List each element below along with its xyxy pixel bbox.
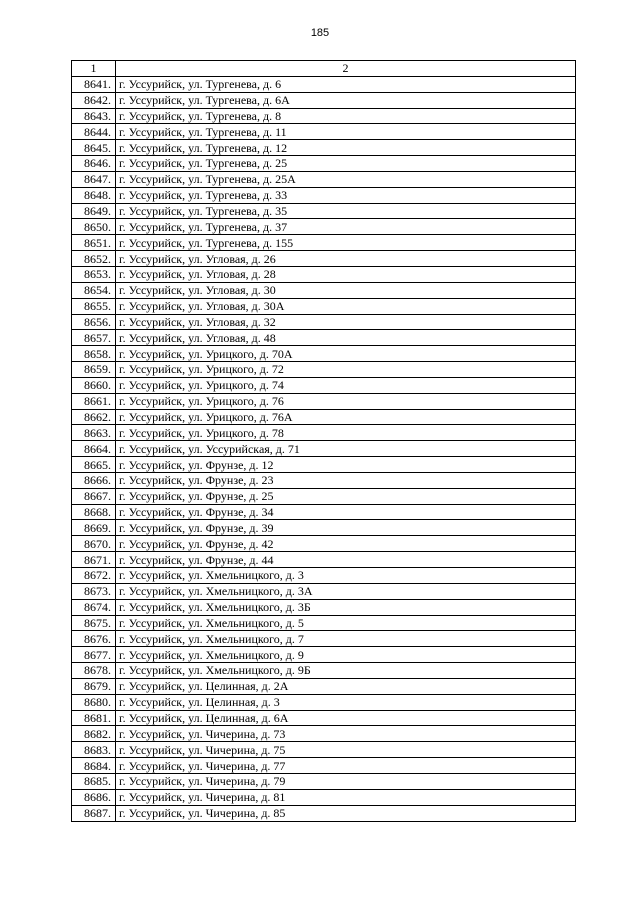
table-row: [72, 726, 576, 742]
table-row: [72, 156, 576, 172]
row-number: 8644.: [72, 124, 116, 140]
row-number: 8643.: [72, 108, 116, 124]
row-number: 8653.: [72, 266, 116, 282]
row-number: 8661.: [72, 393, 116, 409]
row-number: 8678.: [72, 663, 116, 679]
table-row: [72, 140, 576, 156]
row-address: г. Уссурийск, ул. Целинная, д. 2А: [116, 678, 576, 694]
table-row: [72, 599, 576, 615]
row-number: 8670.: [72, 536, 116, 552]
row-address: г. Уссурийск, ул. Целинная, д. 6А: [116, 710, 576, 726]
table-row: [72, 346, 576, 362]
table-row: [72, 393, 576, 409]
row-address: г. Уссурийск, ул. Тургенева, д. 25: [116, 156, 576, 172]
row-number: 8666.: [72, 472, 116, 488]
row-number: 8664.: [72, 441, 116, 457]
row-address: г. Уссурийск, ул. Угловая, д. 48: [116, 330, 576, 346]
table-row: [72, 773, 576, 789]
row-number: 8642.: [72, 92, 116, 108]
table-row: [72, 171, 576, 187]
row-number: 8681.: [72, 710, 116, 726]
page-number: 185: [310, 27, 330, 39]
table-row: [72, 504, 576, 520]
row-address: г. Уссурийск, ул. Угловая, д. 28: [116, 266, 576, 282]
table-row: [72, 678, 576, 694]
table-row: [72, 457, 576, 473]
table-row: [72, 219, 576, 235]
row-number: 8677.: [72, 647, 116, 663]
row-address: г. Уссурийск, ул. Чичерина, д. 77: [116, 758, 576, 774]
table-row: [72, 536, 576, 552]
row-number: 8649.: [72, 203, 116, 219]
row-number: 8659.: [72, 362, 116, 378]
row-number: 8686.: [72, 789, 116, 805]
row-number: 8669.: [72, 520, 116, 536]
row-number: 8683.: [72, 742, 116, 758]
row-number: 8673.: [72, 583, 116, 599]
row-number: 8671.: [72, 552, 116, 568]
row-address: г. Уссурийск, ул. Тургенева, д. 12: [116, 140, 576, 156]
row-number: 8675.: [72, 615, 116, 631]
table-row: [72, 108, 576, 124]
table-row: [72, 789, 576, 805]
row-address: г. Уссурийск, ул. Чичерина, д. 73: [116, 726, 576, 742]
row-address: г. Уссурийск, ул. Угловая, д. 32: [116, 314, 576, 330]
row-address: г. Уссурийск, ул. Фрунзе, д. 44: [116, 552, 576, 568]
row-number: 8662.: [72, 409, 116, 425]
row-address: г. Уссурийск, ул. Тургенева, д. 33: [116, 187, 576, 203]
row-address: г. Уссурийск, ул. Тургенева, д. 6: [116, 76, 576, 92]
table-row: [72, 330, 576, 346]
table-row: [72, 124, 576, 140]
row-number: 8645.: [72, 140, 116, 156]
row-number: 8672.: [72, 568, 116, 584]
row-address: г. Уссурийск, ул. Угловая, д. 30А: [116, 298, 576, 314]
row-address: г. Уссурийск, ул. Чичерина, д. 81: [116, 789, 576, 805]
table-row: [72, 235, 576, 251]
row-address: г. Уссурийск, ул. Чичерина, д. 85: [116, 805, 576, 821]
row-address: г. Уссурийск, ул. Урицкого, д. 70А: [116, 346, 576, 362]
row-number: 8667.: [72, 488, 116, 504]
row-address: г. Уссурийск, ул. Урицкого, д. 78: [116, 425, 576, 441]
row-address: г. Уссурийск, ул. Тургенева, д. 35: [116, 203, 576, 219]
table-row: [72, 694, 576, 710]
table-row: [72, 647, 576, 663]
table-row: [72, 441, 576, 457]
row-address: г. Уссурийск, ул. Тургенева, д. 25А: [116, 171, 576, 187]
table-row: [72, 282, 576, 298]
row-address: г. Уссурийск, ул. Тургенева, д. 11: [116, 124, 576, 140]
row-number: 8685.: [72, 773, 116, 789]
table-row: [72, 203, 576, 219]
table-row: [72, 76, 576, 92]
table-row: [72, 362, 576, 378]
row-address: г. Уссурийск, ул. Чичерина, д. 75: [116, 742, 576, 758]
row-address: г. Уссурийск, ул. Фрунзе, д. 25: [116, 488, 576, 504]
row-number: 8680.: [72, 694, 116, 710]
table-row: [72, 583, 576, 599]
row-number: 8687.: [72, 805, 116, 821]
row-address: г. Уссурийск, ул. Угловая, д. 30: [116, 282, 576, 298]
row-address: г. Уссурийск, ул. Уссурийская, д. 71: [116, 441, 576, 457]
row-address: г. Уссурийск, ул. Фрунзе, д. 42: [116, 536, 576, 552]
row-address: г. Уссурийск, ул. Урицкого, д. 76: [116, 393, 576, 409]
row-address: г. Уссурийск, ул. Фрунзе, д. 39: [116, 520, 576, 536]
row-address: г. Уссурийск, ул. Чичерина, д. 79: [116, 773, 576, 789]
row-number: 8676.: [72, 631, 116, 647]
row-address: г. Уссурийск, ул. Хмельницкого, д. 7: [116, 631, 576, 647]
row-address: г. Уссурийск, ул. Урицкого, д. 76А: [116, 409, 576, 425]
table-row: [72, 742, 576, 758]
table-row: [72, 377, 576, 393]
row-address: г. Уссурийск, ул. Тургенева, д. 37: [116, 219, 576, 235]
row-address: г. Уссурийск, ул. Хмельницкого, д. 3: [116, 568, 576, 584]
row-number: 8650.: [72, 219, 116, 235]
row-number: 8651.: [72, 235, 116, 251]
row-address: г. Уссурийск, ул. Хмельницкого, д. 5: [116, 615, 576, 631]
column-header-address: 2: [116, 61, 576, 77]
row-number: 8647.: [72, 171, 116, 187]
row-number: 8648.: [72, 187, 116, 203]
row-address: г. Уссурийск, ул. Урицкого, д. 74: [116, 377, 576, 393]
row-address: г. Уссурийск, ул. Угловая, д. 26: [116, 251, 576, 267]
row-number: 8682.: [72, 726, 116, 742]
table-row: [72, 92, 576, 108]
row-address: г. Уссурийск, ул. Урицкого, д. 72: [116, 362, 576, 378]
table-row: [72, 266, 576, 282]
table-row: [72, 663, 576, 679]
row-number: 8674.: [72, 599, 116, 615]
table-row: [72, 710, 576, 726]
table-row: [72, 488, 576, 504]
table-row: [72, 615, 576, 631]
row-address: г. Уссурийск, ул. Фрунзе, д. 12: [116, 457, 576, 473]
row-address: г. Уссурийск, ул. Тургенева, д. 6А: [116, 92, 576, 108]
table-row: [72, 472, 576, 488]
table-row: [72, 251, 576, 267]
table-row: [72, 552, 576, 568]
row-number: 8658.: [72, 346, 116, 362]
row-number: 8654.: [72, 282, 116, 298]
row-number: 8641.: [72, 76, 116, 92]
row-address: г. Уссурийск, ул. Хмельницкого, д. 9Б: [116, 663, 576, 679]
row-number: 8668.: [72, 504, 116, 520]
table-row: [72, 425, 576, 441]
row-address: г. Уссурийск, ул. Фрунзе, д. 34: [116, 504, 576, 520]
column-header-number: 1: [72, 61, 116, 77]
row-address: г. Уссурийск, ул. Фрунзе, д. 23: [116, 472, 576, 488]
row-number: 8646.: [72, 156, 116, 172]
row-number: 8663.: [72, 425, 116, 441]
table-row: [72, 631, 576, 647]
table-row: [72, 758, 576, 774]
row-address: г. Уссурийск, ул. Хмельницкого, д. 3А: [116, 583, 576, 599]
table-row: [72, 520, 576, 536]
row-number: 8655.: [72, 298, 116, 314]
table-row: [72, 805, 576, 821]
table-row: [72, 187, 576, 203]
row-number: 8660.: [72, 377, 116, 393]
table-row: [72, 409, 576, 425]
row-address: г. Уссурийск, ул. Хмельницкого, д. 9: [116, 647, 576, 663]
table-header-row: [72, 61, 576, 77]
address-table: [71, 60, 576, 822]
row-address: г. Уссурийск, ул. Хмельницкого, д. 3Б: [116, 599, 576, 615]
row-address: г. Уссурийск, ул. Тургенева, д. 8: [116, 108, 576, 124]
row-number: 8665.: [72, 457, 116, 473]
row-number: 8657.: [72, 330, 116, 346]
row-number: 8684.: [72, 758, 116, 774]
row-number: 8652.: [72, 251, 116, 267]
table-row: [72, 314, 576, 330]
row-number: 8679.: [72, 678, 116, 694]
row-address: г. Уссурийск, ул. Тургенева, д. 155: [116, 235, 576, 251]
table-row: [72, 298, 576, 314]
row-address: г. Уссурийск, ул. Целинная, д. 3: [116, 694, 576, 710]
table-row: [72, 568, 576, 584]
table-body: [72, 76, 576, 821]
row-number: 8656.: [72, 314, 116, 330]
